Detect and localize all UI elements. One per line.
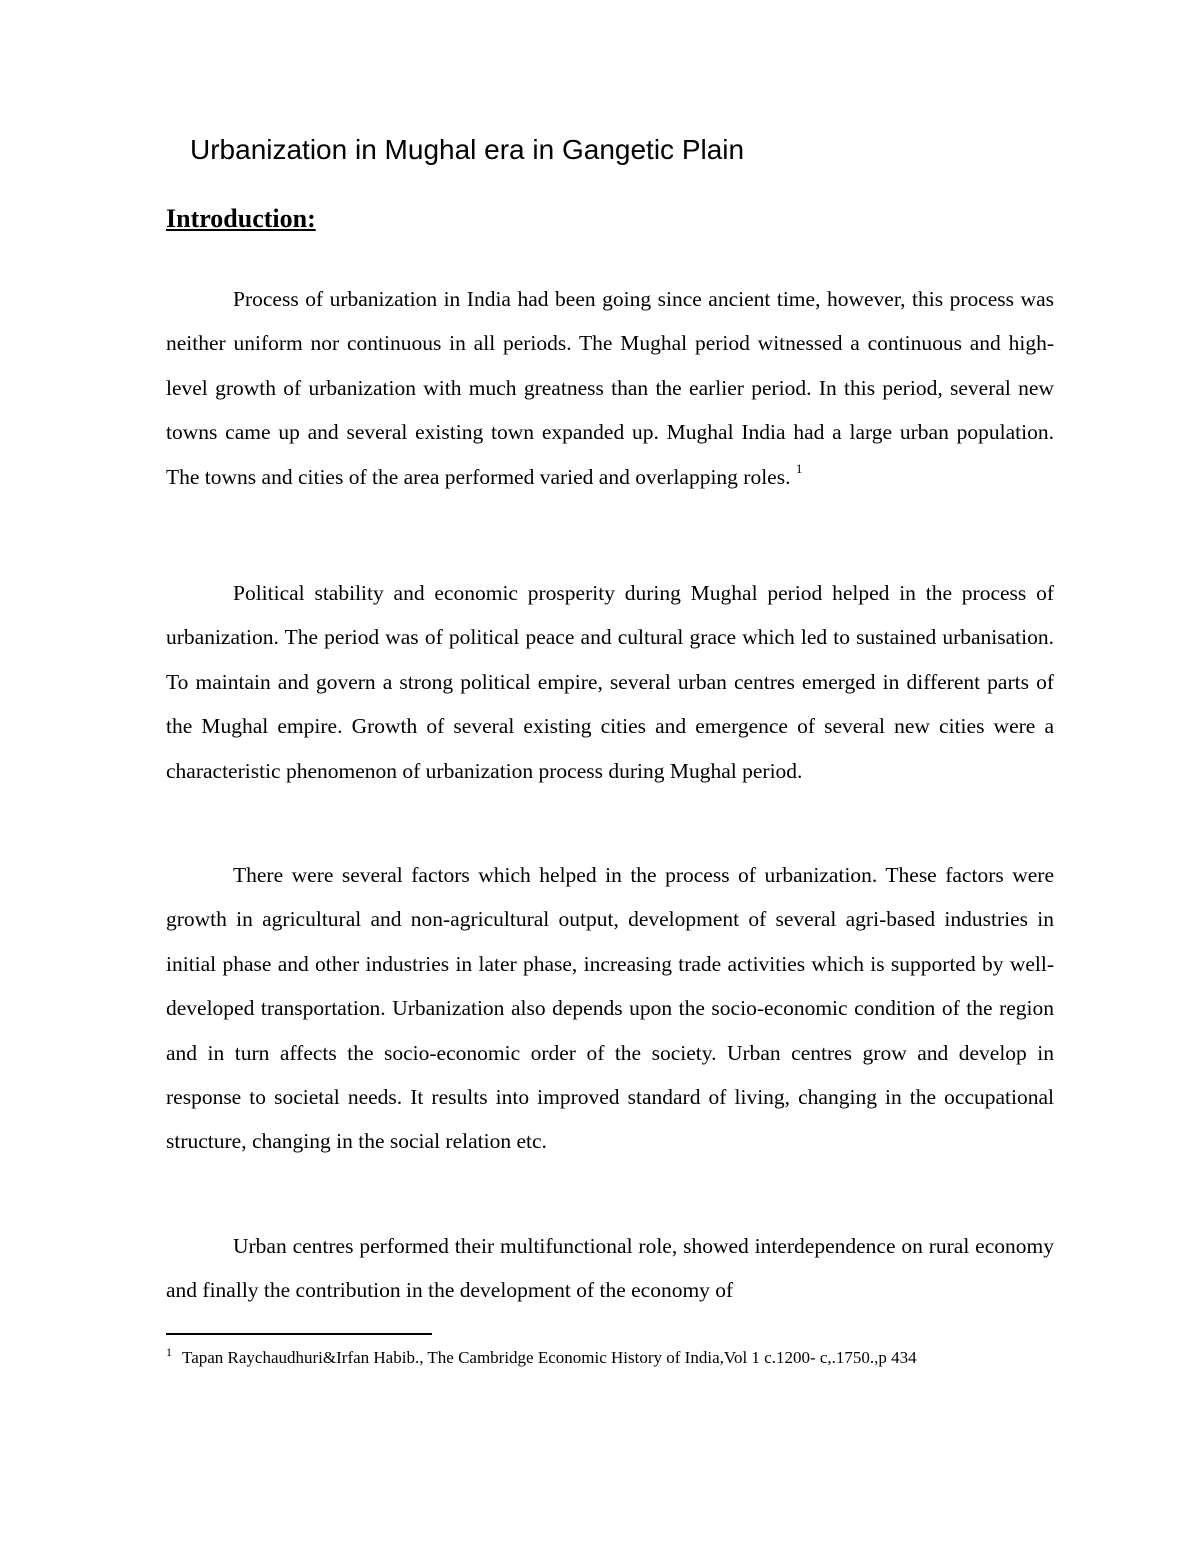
paragraph-4: Urban centres performed their multifunctional role, showed interdependence on rural economy and finally the contribution in the development of the economy of xyxy=(166,1234,1054,1303)
paragraph-1 xyxy=(166,277,1054,499)
document-title: Urbanization in Mughal era in Gangetic Plain xyxy=(190,134,745,165)
section-heading: Introduction: xyxy=(166,204,316,233)
paragraph-2: Political stability and economic prosperity during Mughal period helped in the process of urbanization. The period was of political peace and cultural grace which led to sustained urbanisation. To maintain and govern a strong political empire, several urban centres emerged in different parts of the Mughal empire. Growth of several existing cities and emergence of several new cities were a characteristic phenomenon of urbanization process during Mughal period. xyxy=(166,581,1054,783)
footnote xyxy=(166,1344,1046,1372)
footnote-number: 1 xyxy=(166,1345,172,1360)
paragraph-1-text: Process of urbanization in India had been going since ancient time, however, this process was neither uniform nor continuous in all periods. The Mughal period witnessed a continuous and high-level growth of urbanization with much greatness than the earlier period. In this period, several new towns came up and several existing town expanded up. Mughal India had a large urban population. The towns and cities of the area performed varied and overlapping roles. xyxy=(166,287,1054,489)
footnote-text: Tapan Raychaudhuri&Irfan Habib., The Cambridge Economic History of India,Vol 1 c.1200- c,.1750.,p 434 xyxy=(182,1348,917,1367)
paragraph-3: There were several factors which helped in the process of urbanization. These factors were growth in agricultural and non-agricultural output, development of several agri-based industries in initial phase and other industries in later phase, increasing trade activities which is supported by well-developed transportation. Urbanization also depends upon the socio-economic condition of the region and in turn affects the socio-economic order of the society. Urban centres grow and develop in response to societal needs. It results into improved standard of living, changing in the occupational structure, changing in the social relation etc. xyxy=(166,863,1054,1154)
footnote-reference: 1 xyxy=(795,461,803,477)
footnote-separator xyxy=(166,1333,432,1335)
